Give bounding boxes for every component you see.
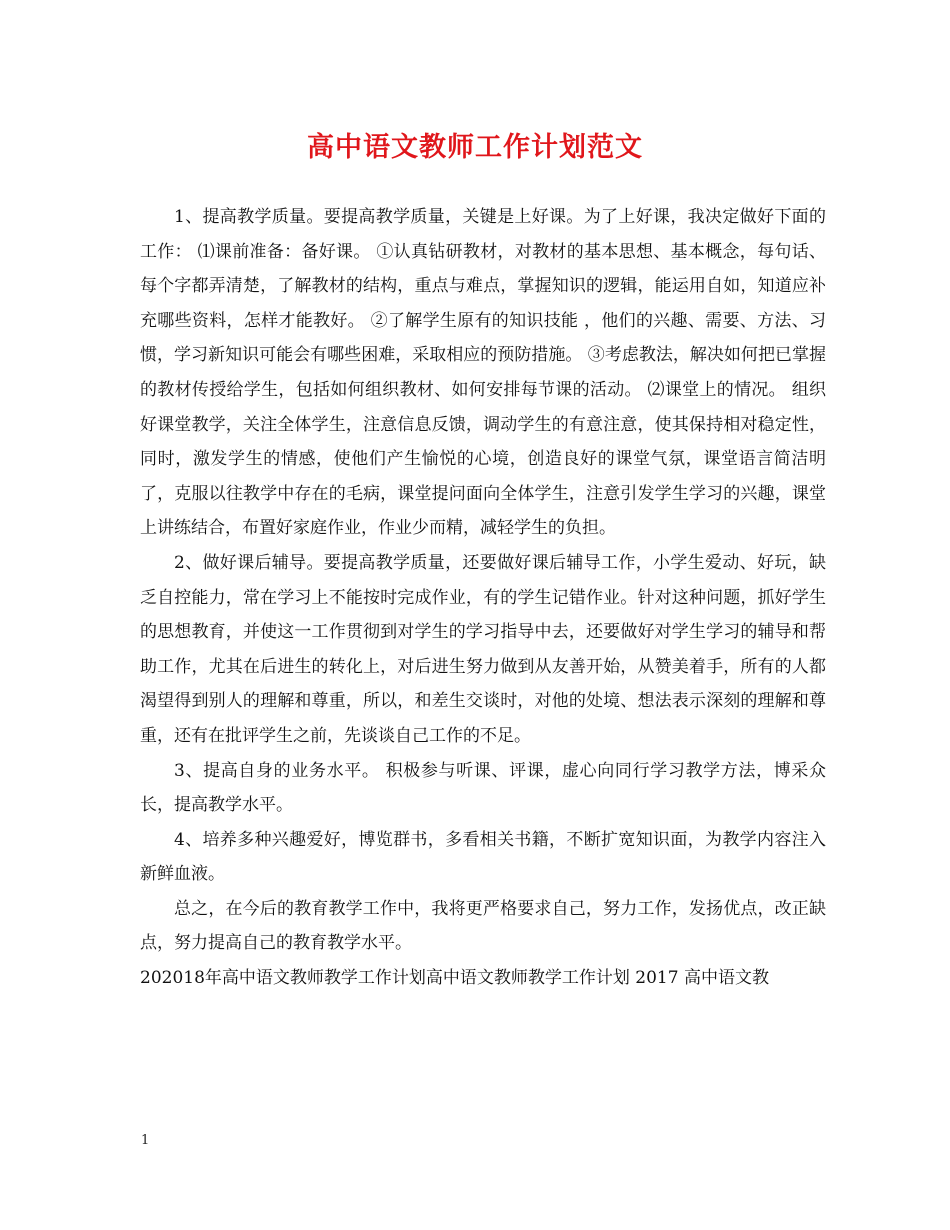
document-body [140, 200, 826, 996]
paragraph-4: 4、培养多种兴趣爱好，博览群书，多看相关书籍，不断扩宽知识面，为教学内容注入新鲜血液。 [140, 829, 826, 885]
document-title: 高中语文教师工作计划范文 [307, 132, 643, 163]
paragraph-2: 2、做好课后辅导。要提高教学质量，还要做好课后辅导工作，小学生爱动、好玩，缺乏自控能力，常在学习上不能按时完成作业，有的学生记错作业。针对这种问题，抓好学生的思想教育，并使这一工作贯彻到对学生的学习指导中去，还要做好对学生学习的辅导和帮助工作，尤其在后进生的转化上，对后进生努力做到从友善开始，从赞美着手，所有的人都渴望得到别人的理解和尊重，所以，和差生交谈时，对他的处境、想法表示深刻的理解和尊重，还有在批评学生之前，先谈谈自己工作的不足。 [140, 552, 826, 746]
paragraph-1: 1、提高教学质量。要提高教学质量，关键是上好课。为了上好课，我决定做好下面的工作： ⑴课前准备：备好课。 ①认真钻研教材，对教材的基本思想、基本概念，每句话、每个字都弄清楚，了解教材的结构，重点与难点，掌握知识的逻辑，能运用自如，知道应补充哪些资料，怎样才能教好。 ②了解学生原有的知识技能 ，他们的兴趣、需要、方法、习惯，学习新知识可能会有哪些困难，采取相应的预防措施。 ③考虑教法，解决如何把已掌握的教材传授给学生，包括如何组织教材、如何安排每节课的活动。 ⑵课堂上的情况。 组织好课堂教学，关注全体学生，注意信息反馈，调动学生的有意注意，使其保持相对稳定性，同时，激发学生的情感，使他们产生愉悦的心境，创造良好的课堂气氛，课堂语言简洁明了，克服以往教学中存在的毛病，课堂提问面向全体学生，注意引发学生学习的兴趣，课堂上讲练结合，布置好家庭作业，作业少而精，减轻学生的负担。 [140, 207, 826, 539]
paragraph-5: 总之，在今后的教育教学工作中，我将更严格要求自己，努力工作，发扬优点，改正缺点，努力提高自己的教育教学水平。 [140, 898, 826, 954]
paragraph-3: 3、提高自身的业务水平。 积极参与听课、评课，虚心向同行学习教学方法，博采众长，提高教学水平。 [140, 760, 826, 816]
trailing-line: 202018年高中语文教师教学工作计划高中语文教师教学工作计划 2017 高中语文教 [140, 968, 769, 989]
page-number: 1 [141, 1133, 150, 1148]
